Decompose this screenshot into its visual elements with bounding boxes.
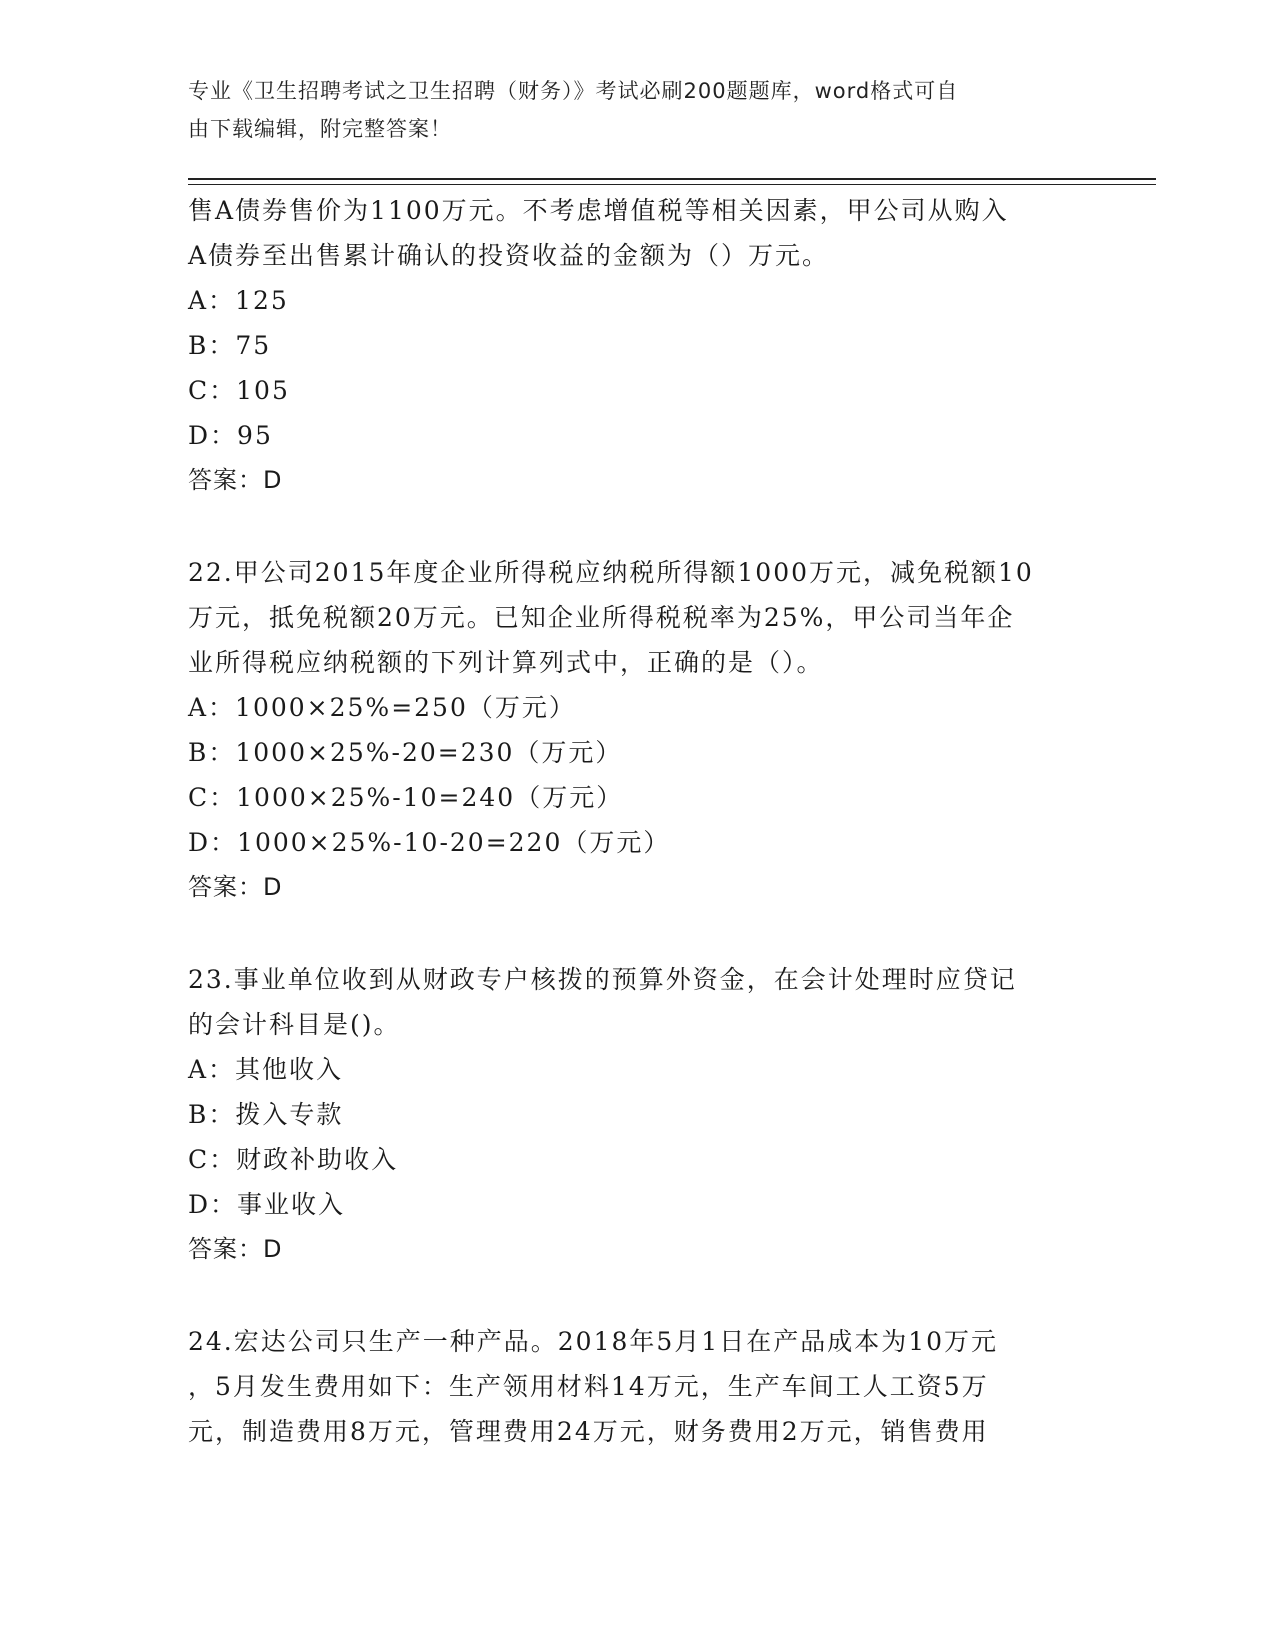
header-divider-thick [188,178,1156,180]
answer: 答案：D [188,873,283,901]
header-line-2: 由下载编辑，附完整答案！ [188,117,452,141]
question-24 [188,1319,1088,1454]
question-21 [188,188,1088,503]
question-text-line: A债券至出售累计确认的投资收益的金额为（）万元。 [188,241,830,270]
question-text-line: 的会计科目是()。 [188,1010,401,1039]
question-text-line: 售A债券售价为1100万元。不考虑增值税等相关因素，甲公司从购入 [188,196,1009,225]
option-c: C：1000×25%-10=240（万元） [188,783,624,812]
option-d: D：事业收入 [188,1190,346,1219]
question-text-line: 元，制造费用8万元，管理费用24万元，财务费用2万元，销售费用 [188,1417,989,1446]
option-c: C：财政补助收入 [188,1145,399,1174]
question-text-line: 业所得税应纳税额的下列计算列式中，正确的是（）。 [188,648,824,677]
question-text-line: ，5月发生费用如下：生产领用材料14万元，生产车间工人工资5万 [188,1372,989,1401]
header-line-1: 专业《卫生招聘考试之卫生招聘（财务）》考试必刷200题题库，word格式可自 [188,79,959,103]
question-22 [188,550,1088,910]
option-b: B：拨入专款 [188,1100,344,1129]
option-a: A：其他收入 [188,1055,344,1084]
option-b: B：75 [188,331,272,360]
question-text-line: 万元，抵免税额20万元。已知企业所得税税率为25%，甲公司当年企 [188,603,1015,632]
document-body [188,188,1088,1454]
option-a: A：125 [188,286,289,315]
option-d: D：95 [188,421,273,450]
answer: 答案：D [188,1235,283,1263]
question-text-line: 24.宏达公司只生产一种产品。2018年5月1日在产品成本为10万元 [188,1327,999,1356]
question-23 [188,957,1088,1272]
question-text-line: 22.甲公司2015年度企业所得税应纳税所得额1000万元，减免税额10 [188,558,1034,587]
option-d: D：1000×25%-10-20=220（万元） [188,828,671,857]
document-header [188,72,1068,148]
option-b: B：1000×25%-20=230（万元） [188,738,623,767]
header-divider-thin [188,184,1156,185]
option-a: A：1000×25%=250（万元） [188,693,576,722]
question-text-line: 23.事业单位收到从财政专户核拨的预算外资金，在会计处理时应贷记 [188,965,1017,994]
option-c: C：105 [188,376,290,405]
answer: 答案：D [188,466,283,494]
